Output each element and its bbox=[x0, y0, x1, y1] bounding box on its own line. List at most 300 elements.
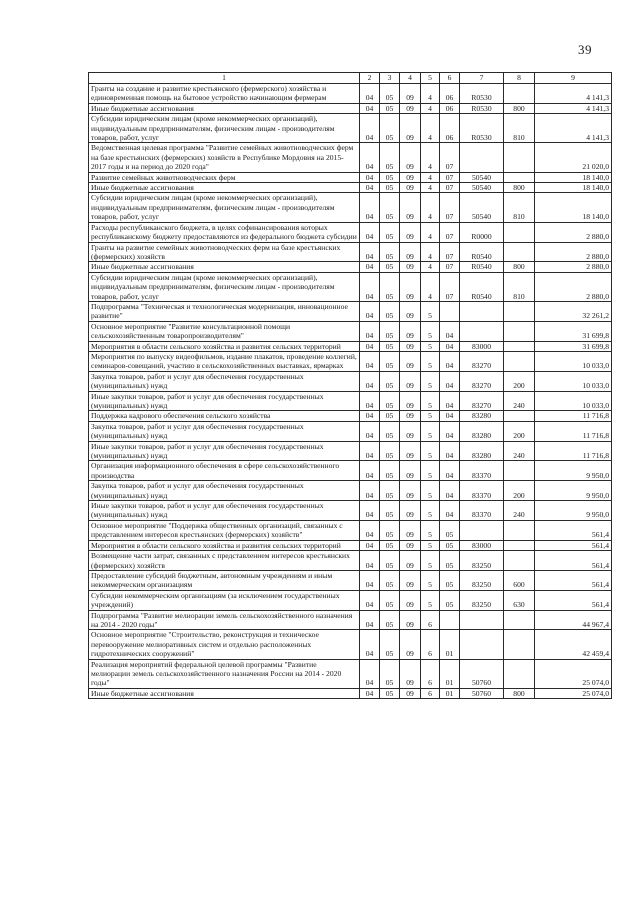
row-name: Развитие семейных животноводческих ферм bbox=[89, 172, 360, 182]
table-row bbox=[89, 371, 612, 391]
row-target-article: R0530 bbox=[460, 103, 504, 113]
row-target-article: 50540 bbox=[460, 193, 504, 222]
row-target-article: 83370 bbox=[460, 461, 504, 481]
row-code-5: 4 bbox=[421, 183, 440, 193]
row-expense-type: 800 bbox=[504, 103, 535, 113]
row-code-6: 01 bbox=[440, 659, 460, 688]
row-code-6: 06 bbox=[440, 103, 460, 113]
row-code-4: 09 bbox=[400, 441, 421, 461]
table-row bbox=[89, 421, 612, 441]
row-code-4: 09 bbox=[400, 461, 421, 481]
row-code-4: 09 bbox=[400, 103, 421, 113]
row-code-3: 05 bbox=[380, 371, 400, 391]
row-name: Основное мероприятие "Развитие консультационной помощи сельскохозяйственным товаропроизводителям" bbox=[89, 321, 360, 341]
row-expense-type: 810 bbox=[504, 272, 535, 301]
row-expense-type: 800 bbox=[504, 688, 535, 698]
row-code-2: 04 bbox=[360, 630, 380, 659]
row-target-article: 83270 bbox=[460, 371, 504, 391]
row-amount: 9 950,0 bbox=[535, 461, 612, 481]
row-target-article: 83250 bbox=[460, 570, 504, 590]
row-name: Иные закупки товаров, работ и услуг для обеспечения государственных (муниципальных) нужд bbox=[89, 441, 360, 461]
row-amount: 44 967,4 bbox=[535, 610, 612, 630]
row-expense-type: 810 bbox=[504, 193, 535, 222]
row-code-5: 5 bbox=[421, 570, 440, 590]
row-code-4: 09 bbox=[400, 421, 421, 441]
table-row bbox=[89, 301, 612, 321]
row-code-6: 04 bbox=[440, 421, 460, 441]
row-code-4: 09 bbox=[400, 84, 421, 104]
row-code-2: 04 bbox=[360, 391, 380, 411]
row-code-6: 06 bbox=[440, 114, 460, 143]
row-code-4: 09 bbox=[400, 590, 421, 610]
row-amount: 21 020,0 bbox=[535, 143, 612, 172]
row-name: Субсидии юридическим лицам (кроме некоммерческих организаций), индивидуальным предпринимателям, физическим лицам - производителям товаров, работ, услуг bbox=[89, 272, 360, 301]
row-code-6: 05 bbox=[440, 551, 460, 571]
row-expense-type bbox=[504, 461, 535, 481]
row-expense-type bbox=[504, 630, 535, 659]
row-expense-type bbox=[504, 551, 535, 571]
row-target-article: 83370 bbox=[460, 481, 504, 501]
row-code-3: 05 bbox=[380, 630, 400, 659]
row-code-4: 09 bbox=[400, 501, 421, 521]
row-code-5: 4 bbox=[421, 242, 440, 262]
table-row bbox=[89, 321, 612, 341]
row-code-2: 04 bbox=[360, 610, 380, 630]
row-expense-type bbox=[504, 172, 535, 182]
row-amount: 11 716,8 bbox=[535, 441, 612, 461]
row-expense-type bbox=[504, 242, 535, 262]
row-target-article bbox=[460, 610, 504, 630]
row-target-article: R0540 bbox=[460, 262, 504, 272]
row-target-article: 83370 bbox=[460, 501, 504, 521]
row-amount: 2 880,0 bbox=[535, 222, 612, 242]
row-code-4: 09 bbox=[400, 242, 421, 262]
row-code-6: 04 bbox=[440, 371, 460, 391]
row-code-2: 04 bbox=[360, 272, 380, 301]
row-code-5: 5 bbox=[421, 391, 440, 411]
row-code-2: 04 bbox=[360, 551, 380, 571]
row-amount: 42 459,4 bbox=[535, 630, 612, 659]
table-row bbox=[89, 441, 612, 461]
header-cell-5: 5 bbox=[421, 73, 440, 84]
row-code-6: 04 bbox=[440, 391, 460, 411]
row-name: Мероприятия в области сельского хозяйства и развития сельских территорий bbox=[89, 540, 360, 550]
row-expense-type: 240 bbox=[504, 441, 535, 461]
row-code-2: 04 bbox=[360, 183, 380, 193]
row-code-5: 5 bbox=[421, 540, 440, 550]
row-code-3: 05 bbox=[380, 501, 400, 521]
row-code-6: 04 bbox=[440, 441, 460, 461]
row-expense-type: 200 bbox=[504, 421, 535, 441]
row-expense-type: 240 bbox=[504, 391, 535, 411]
row-code-5: 4 bbox=[421, 103, 440, 113]
row-amount: 4 141,3 bbox=[535, 84, 612, 104]
row-expense-type: 630 bbox=[504, 590, 535, 610]
row-target-article: 83270 bbox=[460, 391, 504, 411]
table-row bbox=[89, 520, 612, 540]
row-amount: 10 033,0 bbox=[535, 371, 612, 391]
row-code-3: 05 bbox=[380, 540, 400, 550]
row-amount: 10 033,0 bbox=[535, 351, 612, 371]
row-target-article: 50760 bbox=[460, 659, 504, 688]
row-expense-type bbox=[504, 540, 535, 550]
row-code-4: 09 bbox=[400, 321, 421, 341]
row-code-5: 4 bbox=[421, 193, 440, 222]
row-code-6: 05 bbox=[440, 520, 460, 540]
row-expense-type bbox=[504, 84, 535, 104]
row-code-3: 05 bbox=[380, 262, 400, 272]
header-cell-4: 4 bbox=[400, 73, 421, 84]
row-code-2: 04 bbox=[360, 103, 380, 113]
row-target-article bbox=[460, 520, 504, 540]
row-code-4: 09 bbox=[400, 193, 421, 222]
row-code-2: 04 bbox=[360, 441, 380, 461]
row-code-3: 05 bbox=[380, 84, 400, 104]
row-expense-type bbox=[504, 610, 535, 630]
row-name: Закупка товаров, работ и услуг для обеспечения государственных (муниципальных) нужд bbox=[89, 481, 360, 501]
row-code-6: 07 bbox=[440, 262, 460, 272]
row-code-6: 05 bbox=[440, 570, 460, 590]
row-code-3: 05 bbox=[380, 590, 400, 610]
table-row bbox=[89, 341, 612, 351]
row-code-4: 09 bbox=[400, 630, 421, 659]
row-code-6: 07 bbox=[440, 193, 460, 222]
table-row bbox=[89, 590, 612, 610]
row-target-article bbox=[460, 630, 504, 659]
table-header bbox=[89, 73, 612, 84]
row-code-2: 04 bbox=[360, 501, 380, 521]
row-amount: 11 716,8 bbox=[535, 421, 612, 441]
row-code-5: 4 bbox=[421, 114, 440, 143]
row-target-article: 83270 bbox=[460, 351, 504, 371]
row-code-5: 5 bbox=[421, 371, 440, 391]
row-code-3: 05 bbox=[380, 193, 400, 222]
header-cell-name: 1 bbox=[89, 73, 360, 84]
table-row bbox=[89, 193, 612, 222]
row-code-3: 05 bbox=[380, 183, 400, 193]
table-row bbox=[89, 411, 612, 421]
row-code-3: 05 bbox=[380, 441, 400, 461]
table-row bbox=[89, 351, 612, 371]
row-code-3: 05 bbox=[380, 421, 400, 441]
row-code-2: 04 bbox=[360, 84, 380, 104]
row-code-5: 4 bbox=[421, 222, 440, 242]
row-code-6 bbox=[440, 301, 460, 321]
row-code-4: 09 bbox=[400, 301, 421, 321]
row-code-5: 6 bbox=[421, 610, 440, 630]
row-expense-type bbox=[504, 341, 535, 351]
row-expense-type bbox=[504, 520, 535, 540]
row-code-5: 4 bbox=[421, 172, 440, 182]
header-cell-7: 7 bbox=[460, 73, 504, 84]
row-amount: 18 140,0 bbox=[535, 172, 612, 182]
row-name: Организация информационного обеспечения в сфере сельскохозяйственного производства bbox=[89, 461, 360, 481]
row-target-article: R0000 bbox=[460, 222, 504, 242]
row-name: Субсидии некоммерческим организациям (за исключением государственных учреждений) bbox=[89, 590, 360, 610]
row-code-2: 04 bbox=[360, 371, 380, 391]
row-amount: 31 699,8 bbox=[535, 321, 612, 341]
row-name: Предоставление субсидий бюджетным, автономным учреждениям и иным некоммерческим организациям bbox=[89, 570, 360, 590]
row-code-2: 04 bbox=[360, 341, 380, 351]
row-target-article bbox=[460, 301, 504, 321]
header-cell-6: 6 bbox=[440, 73, 460, 84]
row-code-6 bbox=[440, 610, 460, 630]
row-expense-type bbox=[504, 143, 535, 172]
table-row bbox=[89, 501, 612, 521]
row-code-5: 5 bbox=[421, 321, 440, 341]
row-code-5: 5 bbox=[421, 551, 440, 571]
row-code-4: 09 bbox=[400, 659, 421, 688]
row-amount: 18 140,0 bbox=[535, 193, 612, 222]
row-code-3: 05 bbox=[380, 222, 400, 242]
row-code-4: 09 bbox=[400, 183, 421, 193]
row-name: Иные бюджетные ассигнования bbox=[89, 103, 360, 113]
row-code-2: 04 bbox=[360, 262, 380, 272]
row-code-3: 05 bbox=[380, 481, 400, 501]
row-code-5: 5 bbox=[421, 351, 440, 371]
row-name: Субсидии юридическим лицам (кроме некоммерческих организаций), индивидуальным предпринимателям, физическим лицам - производителям товаров, работ, услуг bbox=[89, 114, 360, 143]
row-code-3: 05 bbox=[380, 242, 400, 262]
row-code-4: 09 bbox=[400, 481, 421, 501]
row-name: Субсидии юридическим лицам (кроме некоммерческих организаций), индивидуальным предпринимателям, физическим лицам - производителям товаров, работ, услуг bbox=[89, 193, 360, 222]
row-target-article: R0540 bbox=[460, 272, 504, 301]
row-expense-type: 200 bbox=[504, 481, 535, 501]
row-code-5: 5 bbox=[421, 461, 440, 481]
row-code-5: 5 bbox=[421, 341, 440, 351]
row-code-4: 09 bbox=[400, 520, 421, 540]
row-code-6: 07 bbox=[440, 172, 460, 182]
row-target-article: 83280 bbox=[460, 421, 504, 441]
row-code-2: 04 bbox=[360, 321, 380, 341]
table-row bbox=[89, 540, 612, 550]
row-code-3: 05 bbox=[380, 321, 400, 341]
row-expense-type: 600 bbox=[504, 570, 535, 590]
row-name: Иные закупки товаров, работ и услуг для обеспечения государственных (муниципальных) нужд bbox=[89, 391, 360, 411]
row-code-2: 04 bbox=[360, 114, 380, 143]
row-name: Ведомственная целевая программа "Развитие семейных животноводческих ферм на базе крестьянских (фермерских) хозяйств в Республике Мордовия на 2015-2017 годы и на период до 2020 года" bbox=[89, 143, 360, 172]
row-amount: 561,4 bbox=[535, 570, 612, 590]
row-name: Реализация мероприятий федеральной целевой программы "Развитие мелиорации земель сельскохозяйственного назначения России на 2014 - 2020 годы" bbox=[89, 659, 360, 688]
row-code-5: 6 bbox=[421, 688, 440, 698]
table-row bbox=[89, 114, 612, 143]
row-expense-type bbox=[504, 351, 535, 371]
table-row bbox=[89, 242, 612, 262]
row-expense-type: 810 bbox=[504, 114, 535, 143]
row-code-2: 04 bbox=[360, 193, 380, 222]
table-row bbox=[89, 570, 612, 590]
row-amount: 561,4 bbox=[535, 520, 612, 540]
row-code-3: 05 bbox=[380, 411, 400, 421]
header-row bbox=[89, 73, 612, 84]
row-target-article: 83280 bbox=[460, 411, 504, 421]
table-row bbox=[89, 461, 612, 481]
row-code-2: 04 bbox=[360, 421, 380, 441]
table-row bbox=[89, 222, 612, 242]
row-code-6: 07 bbox=[440, 183, 460, 193]
row-code-3: 05 bbox=[380, 143, 400, 172]
row-code-2: 04 bbox=[360, 301, 380, 321]
row-code-4: 09 bbox=[400, 540, 421, 550]
row-code-4: 09 bbox=[400, 222, 421, 242]
row-code-4: 09 bbox=[400, 570, 421, 590]
row-code-3: 05 bbox=[380, 659, 400, 688]
row-target-article bbox=[460, 321, 504, 341]
row-amount: 4 141,3 bbox=[535, 114, 612, 143]
table-row bbox=[89, 391, 612, 411]
table-row bbox=[89, 481, 612, 501]
row-name: Гранты на развитие семейных животноводческих ферм на базе крестьянских (фермерских) хозяйств bbox=[89, 242, 360, 262]
row-amount: 25 074,0 bbox=[535, 659, 612, 688]
row-target-article: 50760 bbox=[460, 688, 504, 698]
row-amount: 9 950,0 bbox=[535, 481, 612, 501]
row-target-article bbox=[460, 143, 504, 172]
row-code-6: 07 bbox=[440, 242, 460, 262]
row-code-2: 04 bbox=[360, 411, 380, 421]
row-code-2: 04 bbox=[360, 461, 380, 481]
row-name: Закупка товаров, работ и услуг для обеспечения государственных (муниципальных) нужд bbox=[89, 371, 360, 391]
row-code-4: 09 bbox=[400, 172, 421, 182]
row-code-2: 04 bbox=[360, 570, 380, 590]
row-code-5: 4 bbox=[421, 272, 440, 301]
row-code-2: 04 bbox=[360, 222, 380, 242]
table-row bbox=[89, 84, 612, 104]
row-code-4: 09 bbox=[400, 341, 421, 351]
row-amount: 11 716,8 bbox=[535, 411, 612, 421]
row-amount: 10 033,0 bbox=[535, 391, 612, 411]
row-expense-type bbox=[504, 411, 535, 421]
row-code-5: 5 bbox=[421, 520, 440, 540]
row-code-3: 05 bbox=[380, 461, 400, 481]
row-target-article: 50540 bbox=[460, 172, 504, 182]
row-code-2: 04 bbox=[360, 242, 380, 262]
table-row bbox=[89, 183, 612, 193]
row-code-4: 09 bbox=[400, 262, 421, 272]
row-code-5: 4 bbox=[421, 84, 440, 104]
row-target-article: 83280 bbox=[460, 441, 504, 461]
row-code-5: 5 bbox=[421, 301, 440, 321]
row-target-article: R0530 bbox=[460, 84, 504, 104]
row-target-article: R0530 bbox=[460, 114, 504, 143]
row-name: Мероприятия по выпуску видеофильмов, издание плакатов, проведение коллегий, семинаров-совещаний, участию в сельскохозяйственных выставках, ярмарках bbox=[89, 351, 360, 371]
row-code-4: 09 bbox=[400, 391, 421, 411]
row-code-6: 07 bbox=[440, 272, 460, 301]
row-target-article: R0540 bbox=[460, 242, 504, 262]
row-name: Основное мероприятие "Поддержка общественных организаций, связанных с представлением интересов крестьянских (фермерских) хозяйств" bbox=[89, 520, 360, 540]
row-code-6: 01 bbox=[440, 688, 460, 698]
row-code-4: 09 bbox=[400, 114, 421, 143]
row-code-5: 5 bbox=[421, 501, 440, 521]
row-expense-type bbox=[504, 301, 535, 321]
row-expense-type bbox=[504, 321, 535, 341]
row-amount: 18 140,0 bbox=[535, 183, 612, 193]
row-code-5: 6 bbox=[421, 630, 440, 659]
row-code-5: 5 bbox=[421, 481, 440, 501]
row-code-2: 04 bbox=[360, 540, 380, 550]
row-code-6: 04 bbox=[440, 411, 460, 421]
row-code-5: 5 bbox=[421, 411, 440, 421]
row-code-4: 09 bbox=[400, 351, 421, 371]
table-row bbox=[89, 630, 612, 659]
row-amount: 32 261,2 bbox=[535, 301, 612, 321]
row-name: Подпрограмма "Развитие мелиорации земель сельскохозяйственного назначения на 2014 - 2020 годы" bbox=[89, 610, 360, 630]
row-name: Иные бюджетные ассигнования bbox=[89, 183, 360, 193]
row-code-4: 09 bbox=[400, 551, 421, 571]
row-code-5: 5 bbox=[421, 441, 440, 461]
row-target-article: 83250 bbox=[460, 590, 504, 610]
row-code-6: 04 bbox=[440, 501, 460, 521]
row-name: Расходы республиканского бюджета, в целях софинансирования которых республиканскому бюджету предоставляются из федерального бюджета субсидии bbox=[89, 222, 360, 242]
row-name: Подпрограмма "Техническая и технологическая модернизация, инновационное развитие" bbox=[89, 301, 360, 321]
row-expense-type: 240 bbox=[504, 501, 535, 521]
row-amount: 2 880,0 bbox=[535, 272, 612, 301]
row-expense-type bbox=[504, 659, 535, 688]
row-code-2: 04 bbox=[360, 481, 380, 501]
header-cell-9: 9 bbox=[535, 73, 612, 84]
table-row bbox=[89, 143, 612, 172]
row-name: Гранты на создание и развитие крестьянского (фермерского) хозяйства и единовременная помощь на бытовое устройство начинающим фермерам bbox=[89, 84, 360, 104]
row-amount: 2 880,0 bbox=[535, 262, 612, 272]
header-cell-2: 2 bbox=[360, 73, 380, 84]
row-code-6: 01 bbox=[440, 630, 460, 659]
row-code-3: 05 bbox=[380, 103, 400, 113]
row-name: Возмещение части затрат, связанных с представлением интересов крестьянских (фермерских) хозяйств bbox=[89, 551, 360, 571]
table-row bbox=[89, 172, 612, 182]
row-amount: 561,4 bbox=[535, 540, 612, 550]
row-code-3: 05 bbox=[380, 172, 400, 182]
row-code-2: 04 bbox=[360, 590, 380, 610]
table-row bbox=[89, 659, 612, 688]
row-name: Поддержка кадрового обеспечения сельского хозяйства bbox=[89, 411, 360, 421]
row-code-3: 05 bbox=[380, 391, 400, 411]
row-name: Иные бюджетные ассигнования bbox=[89, 688, 360, 698]
row-code-5: 4 bbox=[421, 262, 440, 272]
row-code-2: 04 bbox=[360, 520, 380, 540]
row-code-4: 09 bbox=[400, 411, 421, 421]
row-code-4: 09 bbox=[400, 272, 421, 301]
row-name: Иные бюджетные ассигнования bbox=[89, 262, 360, 272]
table-row bbox=[89, 262, 612, 272]
table-row bbox=[89, 272, 612, 301]
row-code-2: 04 bbox=[360, 351, 380, 371]
row-name: Мероприятия в области сельского хозяйства и развития сельских территорий bbox=[89, 341, 360, 351]
row-name: Основное мероприятие "Строительство, реконструкция и техническое перевооружение мелиоративных систем и отдельно расположенных гидротехнических сооружений" bbox=[89, 630, 360, 659]
row-code-2: 04 bbox=[360, 659, 380, 688]
row-target-article: 83250 bbox=[460, 551, 504, 571]
row-code-6: 04 bbox=[440, 481, 460, 501]
row-code-3: 05 bbox=[380, 551, 400, 571]
row-target-article: 50540 bbox=[460, 183, 504, 193]
row-code-4: 09 bbox=[400, 371, 421, 391]
row-amount: 561,4 bbox=[535, 590, 612, 610]
row-code-5: 6 bbox=[421, 659, 440, 688]
row-name: Иные закупки товаров, работ и услуг для обеспечения государственных (муниципальных) нужд bbox=[89, 501, 360, 521]
row-amount: 4 141,3 bbox=[535, 103, 612, 113]
row-amount: 9 950,0 bbox=[535, 501, 612, 521]
table-row bbox=[89, 103, 612, 113]
row-expense-type bbox=[504, 222, 535, 242]
row-code-2: 04 bbox=[360, 688, 380, 698]
row-code-4: 09 bbox=[400, 688, 421, 698]
row-code-2: 04 bbox=[360, 172, 380, 182]
row-code-3: 05 bbox=[380, 301, 400, 321]
row-code-6: 06 bbox=[440, 84, 460, 104]
row-code-5: 5 bbox=[421, 590, 440, 610]
row-expense-type: 200 bbox=[504, 371, 535, 391]
row-expense-type: 800 bbox=[504, 183, 535, 193]
table-row bbox=[89, 688, 612, 698]
table-row bbox=[89, 551, 612, 571]
header-cell-8: 8 bbox=[504, 73, 535, 84]
